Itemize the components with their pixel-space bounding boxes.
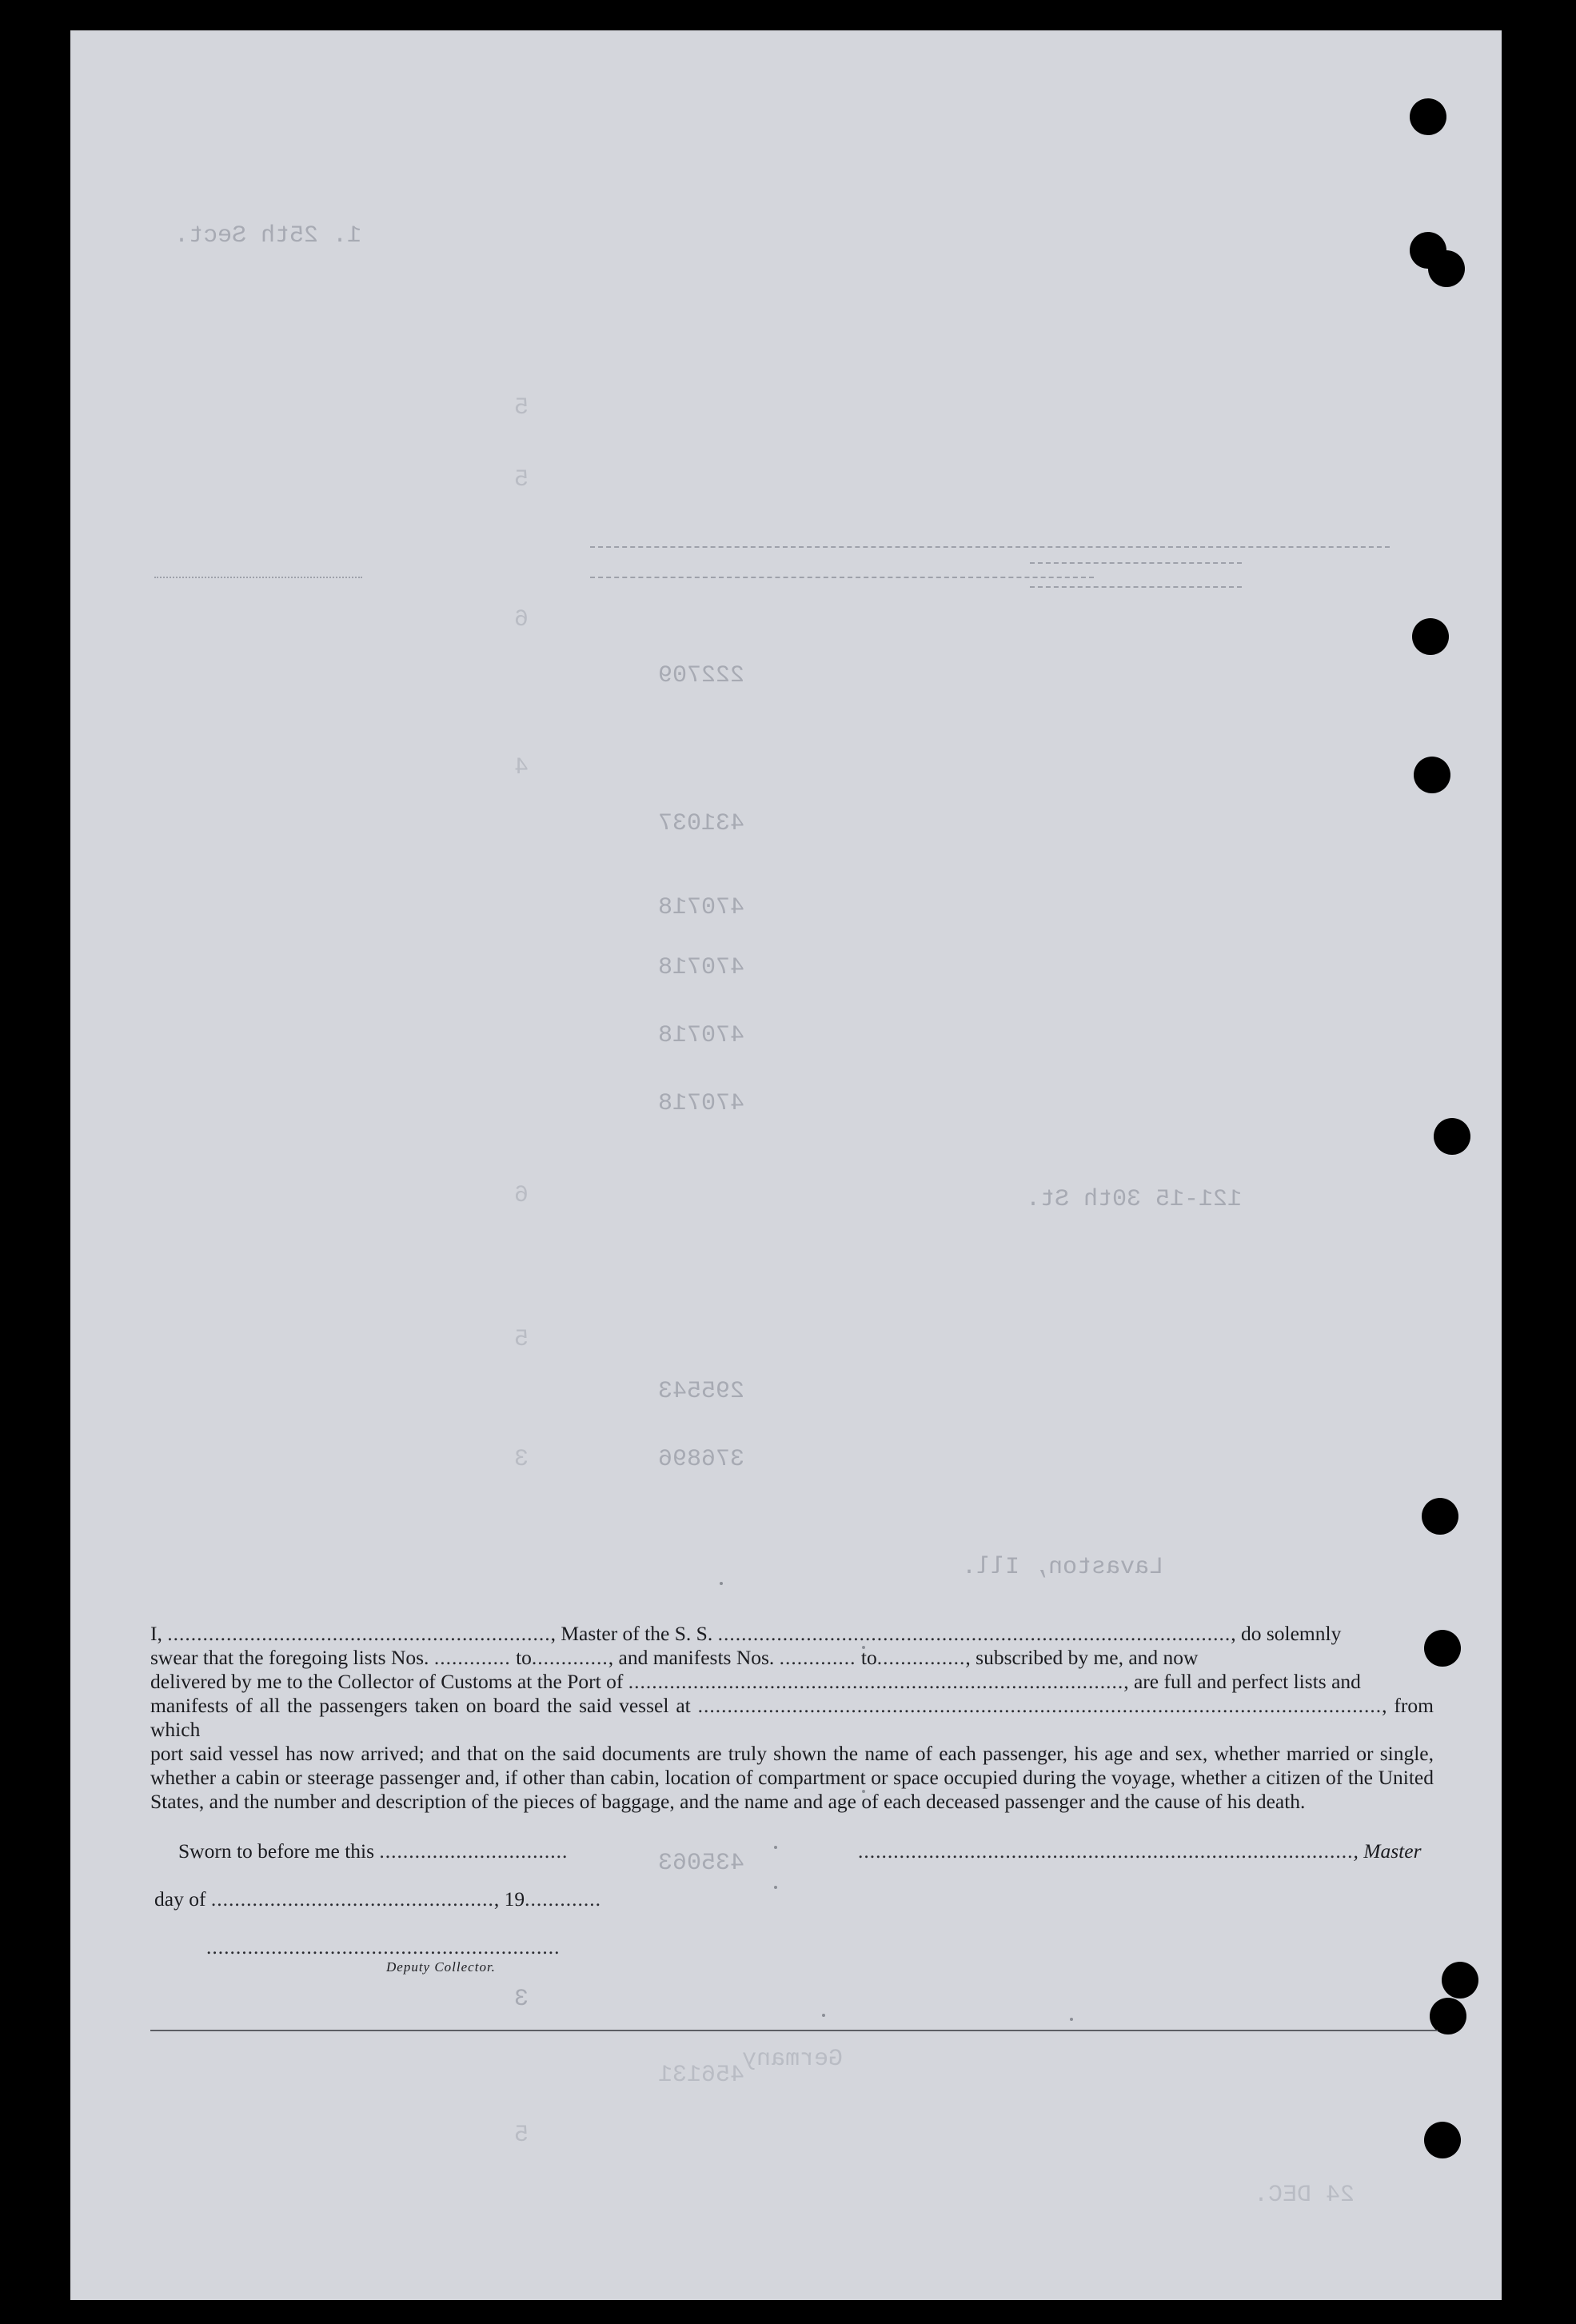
sworn-line	[178, 1839, 568, 1863]
oath-line-2	[150, 1646, 1434, 1670]
lists-from-blank[interactable]: .............	[433, 1646, 511, 1669]
oath-body: port said vessel has now arrived; and that on the said documents are truly shown the name of each passenger, his age and sex, whether married or single, whether a cabin or steerage passenger and, if other than cabin, location of compartment or space occupied during the voyage, whether a citizen of the United States, and the number and description of the pieces of baggage, and the name and age of each deceased passenger and the cause of his death.	[150, 1742, 1434, 1813]
bleed-dash-line	[1030, 586, 1242, 588]
bleed-dash-line	[1030, 562, 1242, 564]
ship-name-blank[interactable]: .......................................................................................	[717, 1622, 1231, 1645]
bleed-number: 376896	[658, 1446, 745, 1473]
bleed-tally: 6	[514, 1182, 529, 1209]
lists-to-blank[interactable]: .............	[531, 1646, 608, 1669]
bleed-dash-line	[154, 577, 362, 578]
oath-text: to	[516, 1646, 532, 1669]
bleed-tally: 5	[514, 394, 529, 421]
port-of-arrival-blank[interactable]: ....................................................................................	[628, 1670, 1124, 1693]
punch-hole	[1412, 618, 1449, 655]
oath-line-1	[150, 1622, 1434, 1646]
punch-hole	[1442, 1962, 1478, 1999]
bleed-dash-line	[590, 546, 1390, 548]
deputy-signature-blank[interactable]: ............................................................	[206, 1935, 561, 1959]
bleed-footer: 24 DEC.	[1254, 2182, 1355, 2209]
bleed-dot	[720, 1582, 723, 1585]
bleed-tally: 5	[514, 1326, 529, 1353]
bleed-header: 1. 25th Sect.	[174, 222, 362, 250]
punch-hole	[1410, 98, 1446, 135]
deputy-signature-line	[206, 1935, 561, 1959]
master-oath	[150, 1622, 1434, 1814]
oath-text: to	[860, 1646, 877, 1669]
bleed-number: 470718	[658, 894, 745, 921]
bleed-tally: 5	[514, 466, 529, 493]
bleed-number: 470718	[658, 1090, 745, 1117]
date-line	[154, 1887, 601, 1911]
bleed-tally: 3	[514, 1446, 529, 1473]
bleed-dot	[774, 1886, 777, 1889]
oath-line-3	[150, 1670, 1434, 1694]
month-blank[interactable]: ................................................	[210, 1887, 494, 1911]
oath-text: , do solemnly	[1231, 1622, 1342, 1645]
punch-hole	[1428, 250, 1465, 287]
oath-text: , Master of the S. S.	[550, 1622, 713, 1645]
bleed-number: 470718	[658, 954, 745, 981]
bleed-address: 121-15 30th St.	[1026, 1186, 1243, 1213]
bleed-number: 470718	[658, 1022, 745, 1049]
bleed-dot	[774, 1846, 777, 1849]
year-blank[interactable]: .............	[525, 1887, 601, 1911]
oath-text: manifests of all the passengers taken on board the said vessel at	[150, 1694, 691, 1717]
bleed-tally: 5	[514, 2122, 529, 2149]
bleed-port-note: Lavaston, Ill.	[962, 1554, 1164, 1581]
oath-text: delivered by me to the Collector of Customs at the Port of	[150, 1670, 624, 1693]
bleed-number: 456131	[658, 2062, 745, 2089]
oath-text: , and manifests Nos.	[608, 1646, 775, 1669]
punch-hole	[1414, 757, 1450, 793]
bleed-dot	[1070, 2018, 1073, 2021]
master-signature-blank[interactable]: ....................................................................................	[858, 1839, 1354, 1863]
bleed-country: Germany	[742, 2046, 844, 2073]
manifests-from-blank[interactable]: .............	[779, 1646, 856, 1669]
sworn-day-blank[interactable]: ................................	[379, 1839, 569, 1863]
manifests-to-blank[interactable]: ...............	[876, 1646, 966, 1669]
manifest-page	[70, 30, 1502, 2300]
bleed-dash-line	[590, 577, 1094, 578]
port-of-departure-blank[interactable]: ....................................................................................................................	[697, 1694, 1382, 1717]
oath-text: , from which	[150, 1694, 1434, 1741]
master-label: , Master	[1353, 1839, 1422, 1863]
master-signature-line	[858, 1839, 1422, 1863]
sworn-label: Sworn to before me this	[178, 1839, 375, 1863]
bleed-number: 435063	[658, 1850, 745, 1877]
oath-text: , are full and perfect lists and	[1123, 1670, 1361, 1693]
punch-hole	[1422, 1498, 1458, 1535]
bleed-tally: 6	[514, 606, 529, 633]
day-of-label: day of	[154, 1887, 206, 1911]
year-prefix: , 19	[493, 1887, 525, 1911]
master-name-blank[interactable]: .................................................................	[167, 1622, 551, 1645]
bleed-tally: 3	[514, 1986, 529, 2013]
bleed-number: 295543	[658, 1378, 745, 1405]
section-rule	[150, 2030, 1438, 2031]
bleed-dot	[822, 2014, 825, 2017]
bleed-number: 222709	[658, 662, 745, 689]
oath-line-4	[150, 1694, 1434, 1742]
bleed-tally: 4	[514, 754, 529, 781]
oath-text: I,	[150, 1622, 162, 1645]
bleed-number: 431037	[658, 810, 745, 837]
oath-text: , subscribed by me, and now	[965, 1646, 1199, 1669]
deputy-collector-caption: Deputy Collector.	[386, 1959, 496, 1975]
oath-text: swear that the foregoing lists Nos.	[150, 1646, 429, 1669]
punch-hole	[1434, 1118, 1470, 1155]
punch-hole	[1424, 2122, 1461, 2158]
